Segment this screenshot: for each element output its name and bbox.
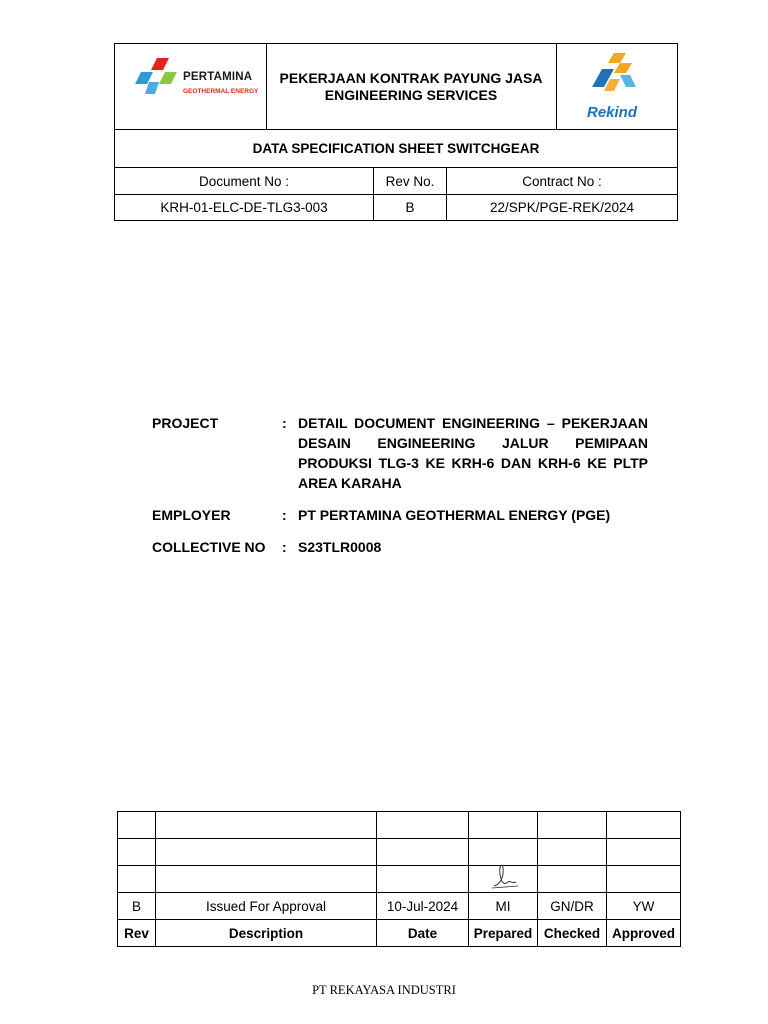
project-colon: : [282, 415, 287, 431]
table-row [118, 893, 681, 920]
rekind-emblem-icon [590, 53, 644, 101]
collective-colon: : [282, 539, 287, 555]
contract-no-label: Contract No : [522, 173, 602, 189]
pertamina-emblem-icon [133, 58, 181, 98]
prepared-header: Prepared [469, 920, 538, 947]
document-header [114, 43, 678, 221]
employer-row [152, 505, 648, 525]
table-cell [538, 839, 607, 866]
table-cell [538, 866, 607, 893]
checked-cell: GN/DR [538, 893, 607, 920]
employer-value: PT PERTAMINA GEOTHERMAL ENERGY (PGE) [298, 507, 611, 523]
approved-cell: YW [607, 893, 681, 920]
table-cell [607, 866, 681, 893]
document-no-value: KRH-01-ELC-DE-TLG3-003 [115, 194, 374, 220]
table-row [118, 866, 681, 893]
date-cell: 10-Jul-2024 [377, 893, 469, 920]
project-row [152, 413, 648, 493]
table-cell [377, 866, 469, 893]
revision-table [117, 811, 681, 947]
signature-image [488, 860, 520, 890]
header-value-row [115, 194, 677, 220]
description-header: Description [156, 920, 377, 947]
table-cell [118, 812, 156, 839]
collective-label: COLLECTIVE NO [152, 539, 266, 555]
table-row [118, 839, 681, 866]
rekind-logo [557, 44, 677, 129]
table-cell [538, 812, 607, 839]
table-cell [469, 812, 538, 839]
table-cell [377, 812, 469, 839]
table-cell [156, 839, 377, 866]
approved-header: Approved [607, 920, 681, 947]
checked-header: Checked [538, 920, 607, 947]
rekind-wordmark: Rekind [587, 104, 638, 121]
document-title: DATA SPECIFICATION SHEET SWITCHGEAR [115, 129, 677, 168]
collective-value: S23TLR0008 [298, 539, 382, 555]
contract-no-value: 22/SPK/PGE-REK/2024 [489, 199, 635, 215]
pertamina-logo [115, 44, 267, 129]
document-no-label: Document No : [115, 168, 374, 194]
prepared-cell: MI [469, 893, 538, 920]
date-header: Date [377, 920, 469, 947]
table-cell [156, 812, 377, 839]
table-cell [607, 839, 681, 866]
rev-no-value: B [374, 194, 447, 220]
employer-label: EMPLOYER [152, 507, 231, 523]
employer-colon: : [282, 507, 287, 523]
table-cell [607, 812, 681, 839]
page-footer: PT REKAYASA INDUSTRI [312, 983, 456, 997]
table-header-row [118, 920, 681, 947]
description-cell: Issued For Approval [156, 893, 377, 920]
project-label: PROJECT [152, 415, 219, 431]
rev-header: Rev [118, 920, 156, 947]
table-cell [377, 839, 469, 866]
collective-row [152, 537, 648, 557]
header-label-row [115, 168, 677, 195]
table-cell [118, 839, 156, 866]
project-info [152, 413, 648, 569]
table-row [118, 812, 681, 839]
table-cell [118, 866, 156, 893]
header-top-row [115, 44, 677, 130]
contract-title: PEKERJAAN KONTRAK PAYUNG JASA ENGINEERING SERVICES [266, 44, 557, 129]
rev-cell: B [118, 893, 156, 920]
table-cell [156, 866, 377, 893]
pertamina-wordmark: PERTAMINA [183, 71, 253, 83]
pertamina-subtitle: GEOTHERMAL ENERGY [183, 88, 259, 95]
project-value: DETAIL DOCUMENT ENGINEERING – PEKERJAAN DESAIN ENGINEERING JALUR PEMIPAAN PRODUKSI TLG-3 KE KRH-6 DAN KRH-6 KE PLTP AREA KARAHA [298, 415, 648, 491]
rev-no-label: Rev No. [374, 168, 447, 194]
